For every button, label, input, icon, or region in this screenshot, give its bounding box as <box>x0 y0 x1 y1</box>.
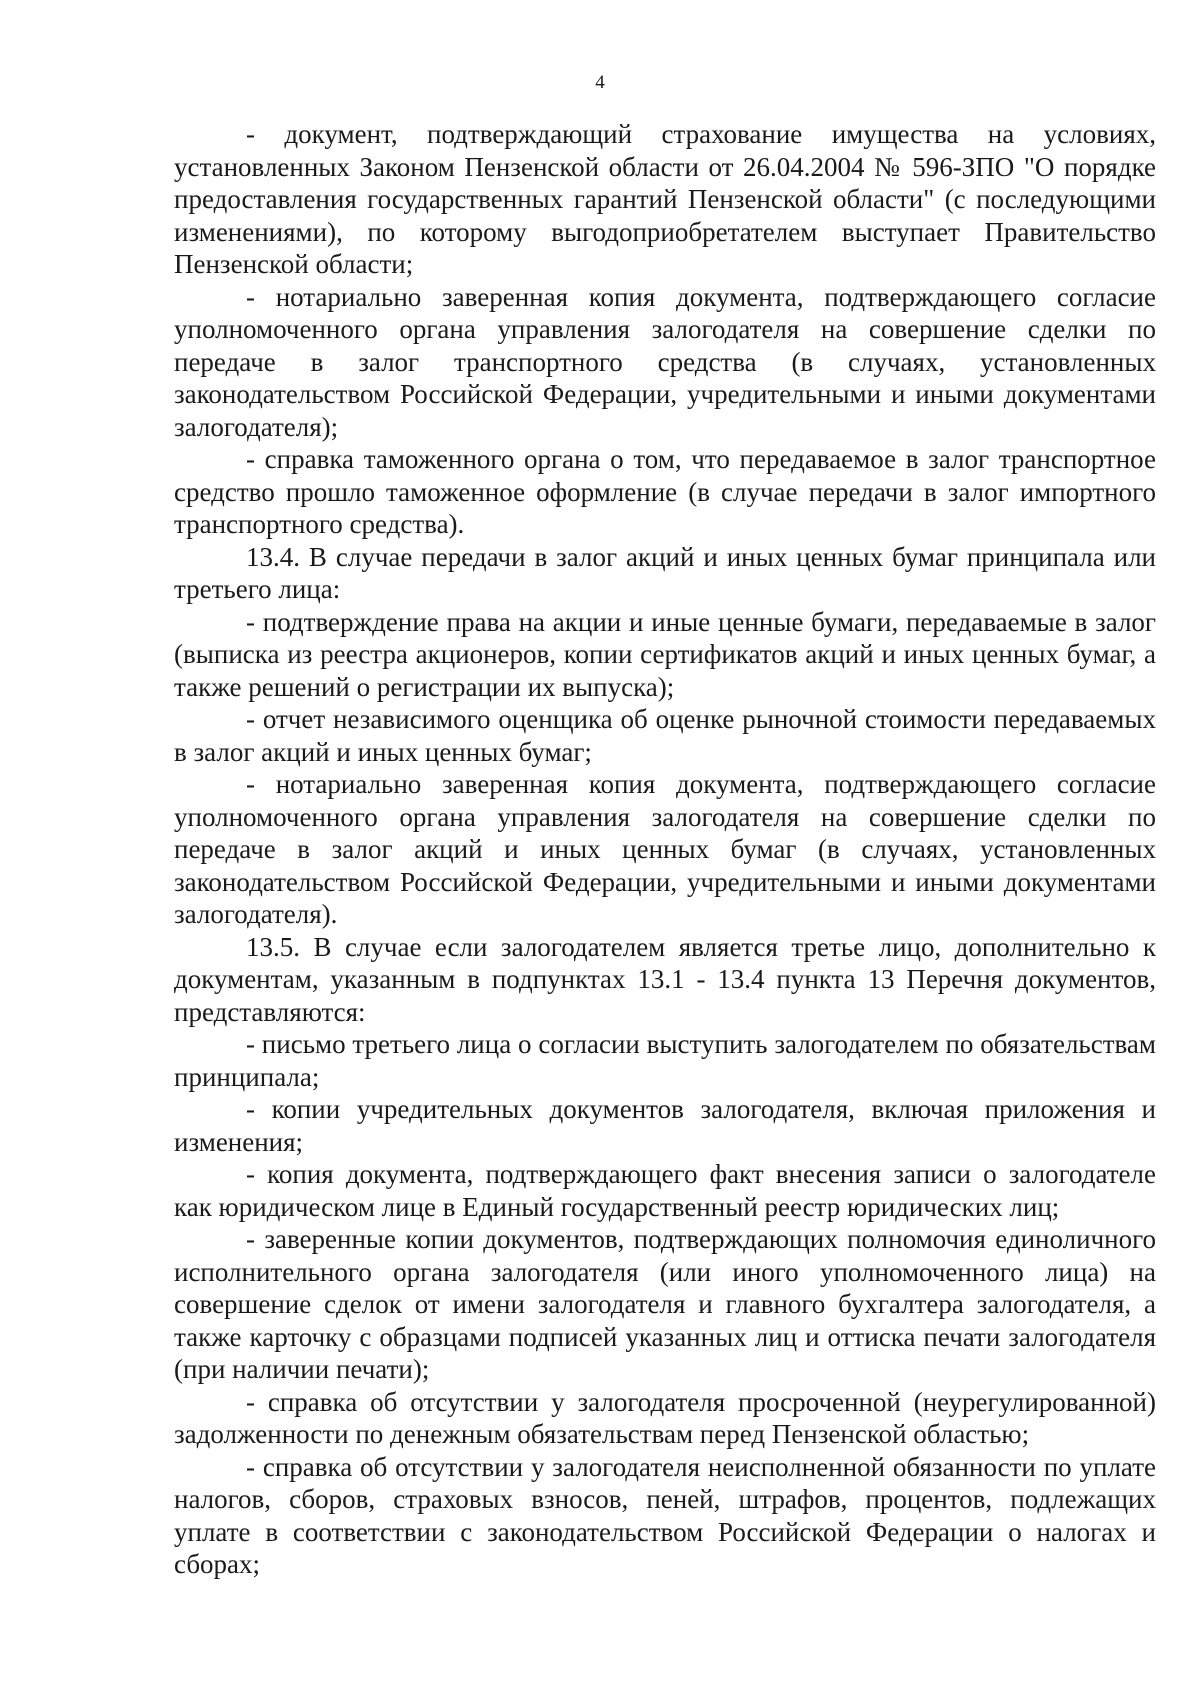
paragraph: - копия документа, подтверждающего факт внесения записи о залогодателе как юридическом лице в Единый государственный реестр юридических лиц; <box>174 1159 1156 1222</box>
section-heading-paragraph: 13.4. В случае передачи в залог акций и иных ценных бумаг принципала или третьего лица: <box>174 541 1156 604</box>
paragraph: - справка об отсутствии у залогодателя просроченной (неурегулированной) задолженности по денежным обязательствам перед Пензенской областью; <box>174 1386 1156 1449</box>
paragraph: - копии учредительных документов залогодателя, включая приложения и изменения; <box>174 1094 1156 1157</box>
paragraph: - подтверждение права на акции и иные ценные бумаги, передаваемые в залог (выписка из реестра акционеров, копии сертификатов акций и иных ценных бумаг, а также решений о регистрации их выпуска); <box>174 606 1156 702</box>
paragraph: - справка таможенного органа о том, что передаваемое в залог транспортное средство прошло таможенное оформление (в случае передачи в залог импортного транспортного средства). <box>174 444 1156 539</box>
paragraph: - документ, подтверждающий страхование имущества на условиях, установленных Законом Пензенской области от 26.04.2004 № 596-ЗПО "О порядке предоставления государственных гарантий Пензенской области" (с последующими изменениями), по которому выгодоприобретателем выступает Правительство Пензенской области; <box>174 119 1156 279</box>
paragraph: - отчет независимого оценщика об оценке рыночной стоимости передаваемых в залог акций и иных ценных бумаг; <box>174 704 1156 767</box>
section-heading-paragraph: 13.5. В случае если залогодателем является третье лицо, дополнительно к документам, указанным в подпунктах 13.1 - 13.4 пункта 13 Перечня документов, представляются: <box>174 931 1156 1027</box>
paragraph: - справка об отсутствии у залогодателя неисполненной обязанности по уплате налогов, сборов, страховых взносов, пеней, штрафов, процентов, подлежащих уплате в соответствии с законодательством Российской Федерации о налогах и сборах; <box>174 1451 1156 1579</box>
paragraph: - нотариально заверенная копия документа, подтверждающего согласие уполномоченного органа управления залогодателя на совершение сделки по передаче в залог транспортного средства (в случаях, установленных законодательством Российской Федерации, учредительными и иными документами залогодателя); <box>174 281 1156 442</box>
page-number: 4 <box>595 72 605 93</box>
paragraph: - нотариально заверенная копия документа, подтверждающего согласие уполномоченного органа управления залогодателя на совершение сделки по передаче в залог акций и иных ценных бумаг (в случаях, установленных законодательством Российской Федерации, учредительными и иными документами залогодателя). <box>174 769 1156 929</box>
document-body <box>174 118 1156 1581</box>
paragraph: - письмо третьего лица о согласии выступить залогодателем по обязательствам принципала; <box>174 1029 1156 1092</box>
paragraph: - заверенные копии документов, подтверждающих полномочия единоличного исполнительного органа залогодателя (или иного уполномоченного лица) на совершение сделок от имени залогодателя и главного бухгалтера залогодателя, а также карточку с образцами подписей указанных лиц и оттиска печати залогодателя (при наличии печати); <box>174 1224 1156 1384</box>
